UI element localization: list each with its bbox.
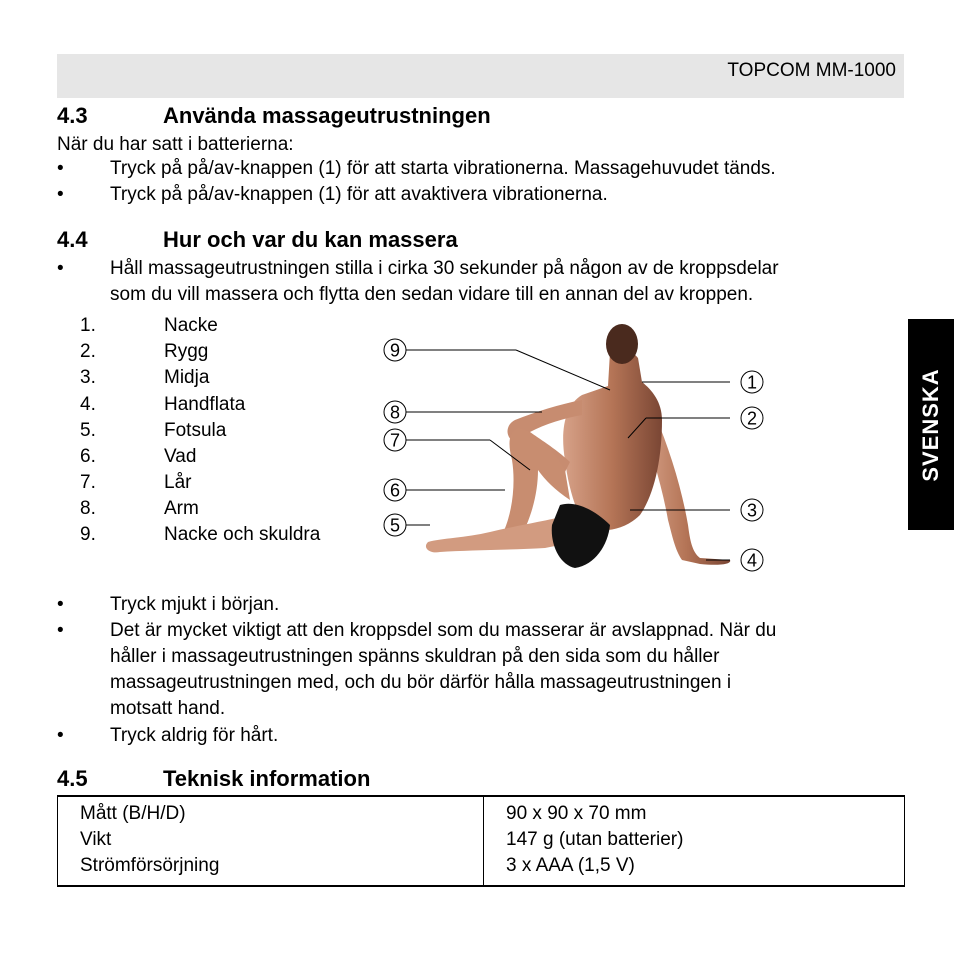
callout-5	[384, 514, 406, 536]
callout-8	[384, 401, 406, 423]
spec-table	[57, 795, 905, 887]
bullet: •	[57, 725, 64, 746]
callout-7	[384, 429, 406, 451]
table-row	[58, 796, 905, 886]
spec-value: 147 g (utan batterier)	[506, 829, 684, 850]
callout-2	[741, 407, 763, 429]
bullet: •	[57, 594, 64, 615]
svg-text:3: 3	[746, 500, 758, 521]
spec-value: 3 x AAA (1,5 V)	[506, 855, 635, 876]
section-4-3-intro: När du har satt i batterierna:	[57, 134, 294, 155]
svg-text:1: 1	[746, 372, 758, 393]
spec-values	[484, 796, 905, 886]
callout-9	[384, 339, 406, 361]
svg-text:5: 5	[389, 515, 401, 536]
bullet: •	[57, 620, 64, 641]
spec-label: Vikt	[80, 829, 112, 850]
page-header	[57, 54, 904, 98]
callout-4	[741, 549, 763, 571]
svg-text:2: 2	[746, 408, 758, 429]
language-tab	[908, 319, 954, 530]
svg-text:8: 8	[389, 402, 401, 423]
spec-labels	[58, 796, 484, 886]
svg-text:6: 6	[389, 480, 401, 501]
section-title: Använda massageutrustningen	[163, 103, 491, 128]
spec-label: Mått (B/H/D)	[80, 803, 186, 824]
language-tab-label: SVENSKA	[918, 367, 943, 482]
list-item: • Tryck mjukt i början.	[57, 594, 280, 615]
callout-1	[741, 371, 763, 393]
section-title: Teknisk information	[163, 766, 371, 791]
bullet: •	[57, 158, 64, 179]
bullet: •	[57, 258, 64, 279]
callout-3	[741, 499, 763, 521]
svg-text:9: 9	[389, 340, 401, 361]
product-name: TOPCOM MM-1000	[727, 60, 896, 81]
seated-figure	[426, 324, 730, 568]
section-number: 4.3	[57, 103, 88, 128]
list-item: • Håll massageutrustningen stilla i cirka 30 sekunder på någon av de kroppsdelar som du vill massera och flytta den sedan vidare till en annan del av kroppen.	[57, 258, 779, 305]
section-number: 4.5	[57, 766, 88, 791]
list-item: • Tryck på på/av-knappen (1) för att starta vibrationerna. Massagehuvudet tänds.	[57, 158, 776, 179]
list-item: • Tryck aldrig för hårt.	[57, 725, 279, 746]
svg-text:7: 7	[389, 430, 401, 451]
section-4-5-heading	[57, 766, 657, 794]
section-4-4-heading	[57, 227, 657, 255]
spec-label: Strömförsörjning	[80, 855, 220, 876]
svg-text:4: 4	[746, 550, 758, 571]
bullet: •	[57, 184, 64, 205]
section-number: 4.4	[57, 227, 88, 252]
list-item: • Det är mycket viktigt att den kroppsdel som du masserar är avslappnad. När du håller i massageutrustningen spänns skuldran på den sida som du håller massageutrustningen med, och du bör därför hålla massageutrustningen i motsatt hand.	[57, 620, 777, 719]
massage-diagram	[370, 320, 780, 580]
callout-6	[384, 479, 406, 501]
section-title: Hur och var du kan massera	[163, 227, 458, 252]
section-4-3-heading	[57, 103, 657, 131]
list-item: • Tryck på på/av-knappen (1) för att avaktivera vibrationerna.	[57, 184, 608, 205]
spec-value: 90 x 90 x 70 mm	[506, 803, 647, 824]
